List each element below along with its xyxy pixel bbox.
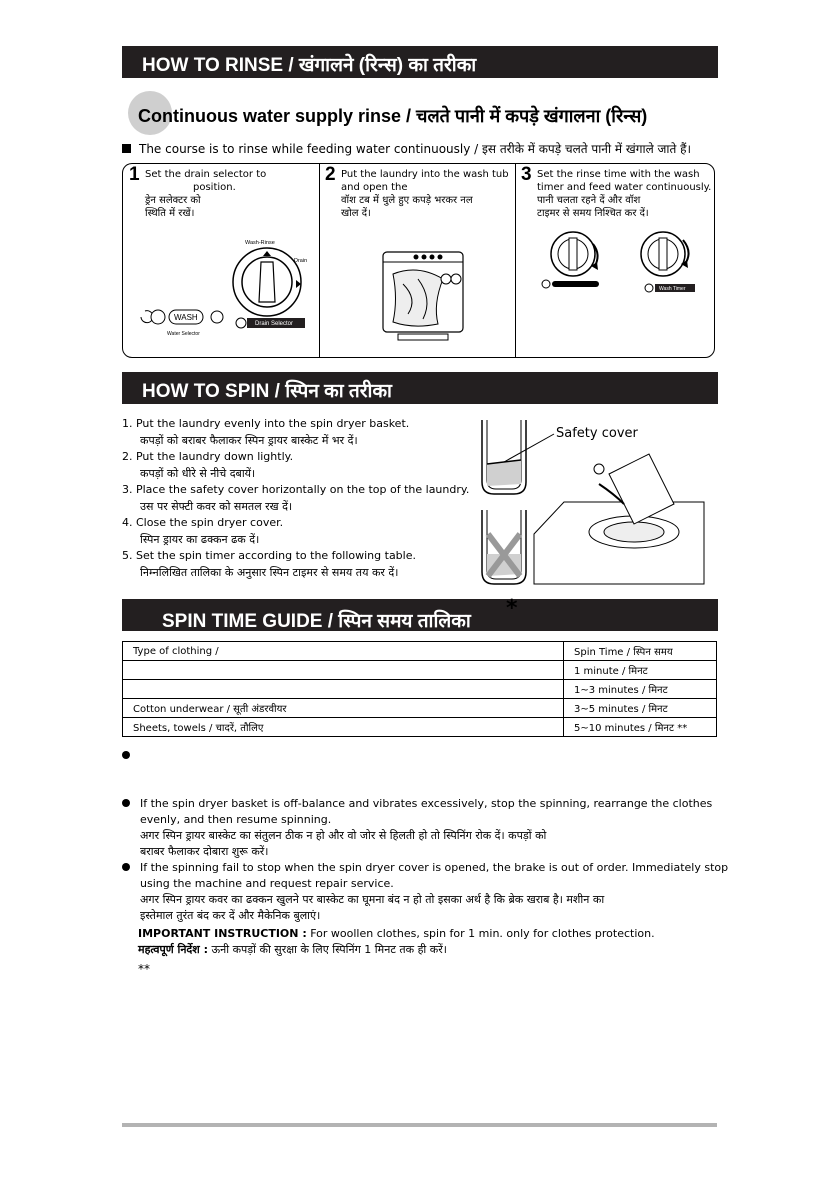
spin-heading: HOW TO SPIN / स्पिन का तरीका	[142, 381, 392, 402]
step-line: position.	[193, 182, 236, 193]
spin-step-hi: कपड़ों को बराबर फैलाकर स्पिन ड्रायर बास्केट में भर दें।	[140, 433, 358, 447]
rinse-heading: HOW TO RINSE / खंगालने (रिन्स) का तरीका	[142, 55, 477, 76]
step-line: स्थिति में रखें।	[145, 208, 195, 219]
spin-step-hi: निम्नलिखित तालिका के अनुसार स्पिन टाइमर से समय तय कर दें।	[140, 565, 399, 579]
bullet-icon	[122, 799, 130, 807]
time-cell: Spin Time / स्पिन समय	[564, 642, 717, 661]
course-text: The course is to rinse while feeding water continuously / इस तरीके में कपड़े चलते पानी में खंगाले जाते हैं।	[139, 142, 692, 156]
spin-step-en: 1. Put the laundry evenly into the spin dryer basket.	[122, 417, 410, 430]
step-line: ड्रेन सलेक्टर को	[145, 195, 201, 206]
footnote-mark: **	[138, 962, 150, 976]
step-line: timer and feed water continuously.	[537, 182, 712, 193]
drain-selector-illustration	[129, 234, 314, 349]
table-row	[123, 699, 717, 718]
note-line: इस्तेमाल तुरंत बंद कर दें और मैकेनिक बुलाएं।	[140, 909, 321, 922]
step-line: Set the rinse time with the wash	[537, 169, 700, 180]
spin-step-hi: उस पर सेफ्टी कवर को समतल रख दें।	[140, 499, 293, 513]
time-cell: 1~3 minutes / मिनट	[564, 680, 717, 699]
spin-step-hi: स्पिन ड्रायर का ढक्कन ढक दें।	[140, 532, 260, 546]
time-cell: 1 minute / मिनट	[564, 661, 717, 680]
wash-timer-illustration	[533, 226, 711, 298]
spin-heading-bar	[122, 372, 718, 404]
table-row	[123, 718, 717, 737]
wash-label: WASH	[174, 313, 198, 322]
timer-dial-1	[542, 232, 599, 288]
step-text	[341, 168, 511, 220]
step-line: and open the	[341, 182, 408, 193]
step-line: पानी चलता रहने दें और वॉश	[537, 195, 641, 206]
note-empty	[122, 748, 728, 796]
spin-step-en: 5. Set the spin timer according to the following table.	[122, 549, 416, 562]
guide-heading-text: SPIN TIME GUIDE / स्पिन समय तालिका	[162, 611, 471, 632]
step-line: Set the drain selector to	[145, 169, 267, 180]
clothing-cell	[123, 661, 564, 680]
clothing-cell	[123, 680, 564, 699]
basket-correct	[482, 420, 554, 494]
safety-cover-label: Safety cover	[556, 426, 638, 441]
note-line: using the machine and request repair service.	[140, 877, 394, 890]
step-number: 2	[325, 164, 336, 185]
step-number: 1	[129, 164, 140, 185]
wash-rinse-label: Wash-Rinse	[245, 240, 275, 246]
note-line: अगर स्पिन ड्रायर कवर का ढक्कन खुलने पर बास्केट का घूमना बंद न हो तो इसका अर्थ है कि ब्रेक खराब है। मशीन का	[140, 893, 605, 906]
drain-knob-icon	[236, 318, 246, 328]
spin-step-en: 4. Close the spin dryer cover.	[122, 516, 284, 529]
important-text-en: For woollen clothes, spin for 1 min. only for clothes protection.	[306, 927, 655, 940]
important-text-hi: ऊनी कपड़ों की सुरक्षा के लिए स्पिनिंग 1 मिनट तक ही करें।	[207, 943, 447, 956]
spin-steps-list	[122, 416, 469, 581]
rinse-steps-panel	[122, 163, 715, 358]
note-line: If the spin dryer basket is off-balance and vibrates excessively, stop the spinning, rearrange the clothes	[140, 797, 713, 810]
drain-label: Drain	[294, 258, 308, 264]
note-line: बराबर फैलाकर दोबारा शुरू करें।	[140, 845, 269, 858]
important-label-hi: महत्वपूर्ण निर्देश :	[138, 943, 208, 956]
important-instruction	[138, 926, 655, 958]
note-line: अगर स्पिन ड्रायर बास्केट का संतुलन ठीक न हो और वो जोर से हिलती हो तो स्पिनिंग रोक दें। कपड़ों को	[140, 829, 547, 842]
step-line: खोल दें।	[341, 208, 371, 219]
step-divider	[319, 164, 320, 357]
time-cell: 3~5 minutes / मिनट	[564, 699, 717, 718]
wash-tub-illustration	[378, 244, 468, 349]
step-line: वॉश टब में धुले हुए कपड़े भरकर नल	[341, 195, 473, 206]
clothing-cell: Cotton underwear / सूती अंडरवीयर	[123, 699, 564, 718]
spin-dryer-machine	[534, 454, 704, 584]
bullet-icon	[122, 751, 130, 759]
important-label-en: IMPORTANT INSTRUCTION :	[138, 927, 307, 940]
spin-step-hi: कपड़ों को धीरे से नीचे दबायें।	[140, 466, 256, 480]
square-bullet-icon	[122, 144, 131, 153]
table-row	[123, 661, 717, 680]
step-divider	[515, 164, 516, 357]
clothing-cell: Sheets, towels / चादरें, तौलिए	[123, 718, 564, 737]
spin-step-en: 2. Put the laundry down lightly.	[122, 450, 294, 463]
wash-timer-label: Wash Timer	[659, 286, 686, 292]
step-number: 3	[521, 164, 532, 185]
guide-heading-bar	[122, 599, 718, 631]
notes-list	[122, 748, 728, 924]
note-line: evenly, and then resume spinning.	[140, 813, 332, 826]
step-line: टाइमर से समय निश्चित कर दें।	[537, 208, 649, 219]
rinse-course-note	[122, 140, 691, 157]
rinse-heading-bar	[122, 46, 718, 78]
step-text	[145, 168, 315, 220]
guide-asterisk: *	[506, 596, 518, 621]
note-item	[122, 796, 728, 860]
time-cell: 5~10 minutes / मिनट **	[564, 718, 717, 737]
footer-rule	[122, 1123, 717, 1127]
spin-step-en: 3. Place the safety cover horizontally on the top of the laundry.	[122, 483, 470, 496]
spin-time-table	[122, 641, 717, 737]
basket-wrong	[482, 510, 526, 584]
timer-dial-2	[641, 232, 695, 292]
bullet-icon	[122, 863, 130, 871]
rinse-subtitle: Continuous water supply rinse / चलते पानी में कपड़े खंगालना (रिन्स)	[138, 106, 648, 126]
water-selector-label: Water Selector	[167, 331, 200, 337]
note-item	[122, 860, 728, 924]
drain-selector-dial	[233, 248, 301, 316]
step-line: Put the laundry into the wash tub	[341, 169, 509, 180]
table-row	[123, 680, 717, 699]
table-row	[123, 642, 717, 661]
drain-selector-label: Drain Selector	[255, 321, 294, 327]
clothing-cell: Type of clothing /	[123, 642, 564, 661]
note-line: If the spinning fail to stop when the spin dryer cover is opened, the brake is out of order. Immediately stop	[140, 861, 729, 874]
step-text	[537, 168, 712, 220]
